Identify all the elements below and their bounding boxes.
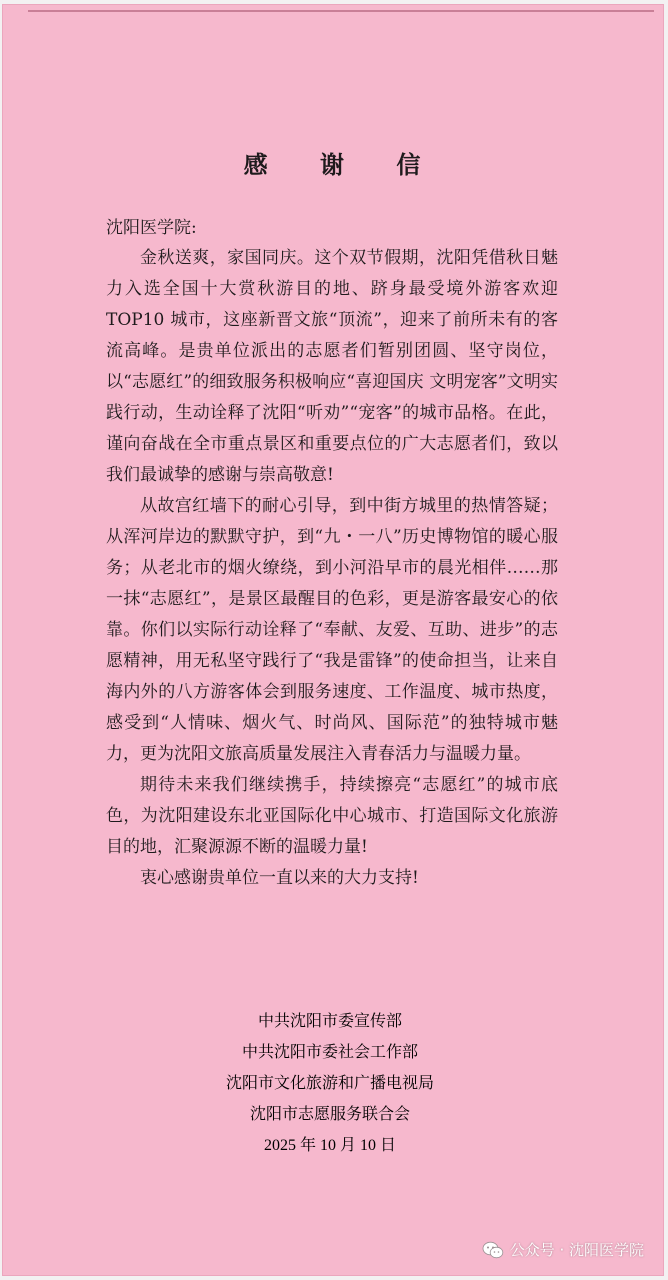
letter-salutation: 沈阳医学院: [106,218,197,238]
wechat-watermark [482,1239,644,1260]
signatory-line: 中共沈阳市委社会工作部 [241,1044,418,1061]
body-paragraph: 衷心感谢贵单位一直以来的大力支持! [140,868,419,888]
watermark-text: 公众号 · 沈阳医学院 [509,1241,644,1259]
letter-body [106,243,558,894]
signature-block [195,1006,465,1161]
signatory-line: 沈阳市志愿服务联合会 [249,1106,410,1123]
letter-title: 感 谢 信 [243,150,443,179]
body-paragraph: 期待未来我们继续携手，持续擦亮“志愿红”的城市底色，为沈阳建设东北亚国际化中心城市、打造国际文化旅游目的地，汇聚源源不断的温暖力量! [106,775,558,857]
letter-date: 2025 年 10 月 10 日 [263,1137,396,1154]
body-paragraph: 金秋送爽，家国同庆。这个双节假期，沈阳凭借秋日魅力入选全国十大赏秋游目的地、跻身最受境外游客欢迎 TOP10 城市，这座新晋文旅“顶流”，迎来了前所未有的客流高峰。是贵单位派出的志愿者们暂别团圆、坚守岗位，以“志愿红”的细致服务积极响应“喜迎国庆 文明宠客”文明实践行动，生动诠释了沈阳“听劝”“宠客”的城市品格。在此，谨向奋战在全市重点景区和重要点位的广大志愿者们，致以我们最诚挚的感谢与崇高敬意! [106,248,558,485]
signatory-line: 中共沈阳市委宣传部 [257,1013,402,1030]
paper-edge-line [28,10,654,12]
wechat-icon [482,1241,504,1259]
signatory-line: 沈阳市文化旅游和广播电视局 [225,1075,434,1092]
body-paragraph: 从故宫红墙下的耐心引导，到中街方城里的热情答疑；从浑河岸边的默默守护，到“九・一八”历史博物馆的暖心服务；从老北市的烟火缭绕，到小河沿早市的晨光相伴……那一抹“志愿红”，是景区最醒目的色彩，更是游客最安心的依靠。你们以实际行动诠释了“奉献、友爱、互助、进步”的志愿精神，用无私坚守践行了“我是雷锋”的使命担当，让来自海内外的八方游客体会到服务速度、工作温度、城市热度，感受到“人情味、烟火气、时尚风、国际范”的独特城市魅力，更为沈阳文旅高质量发展注入青春活力与温暖力量。 [106,496,558,764]
